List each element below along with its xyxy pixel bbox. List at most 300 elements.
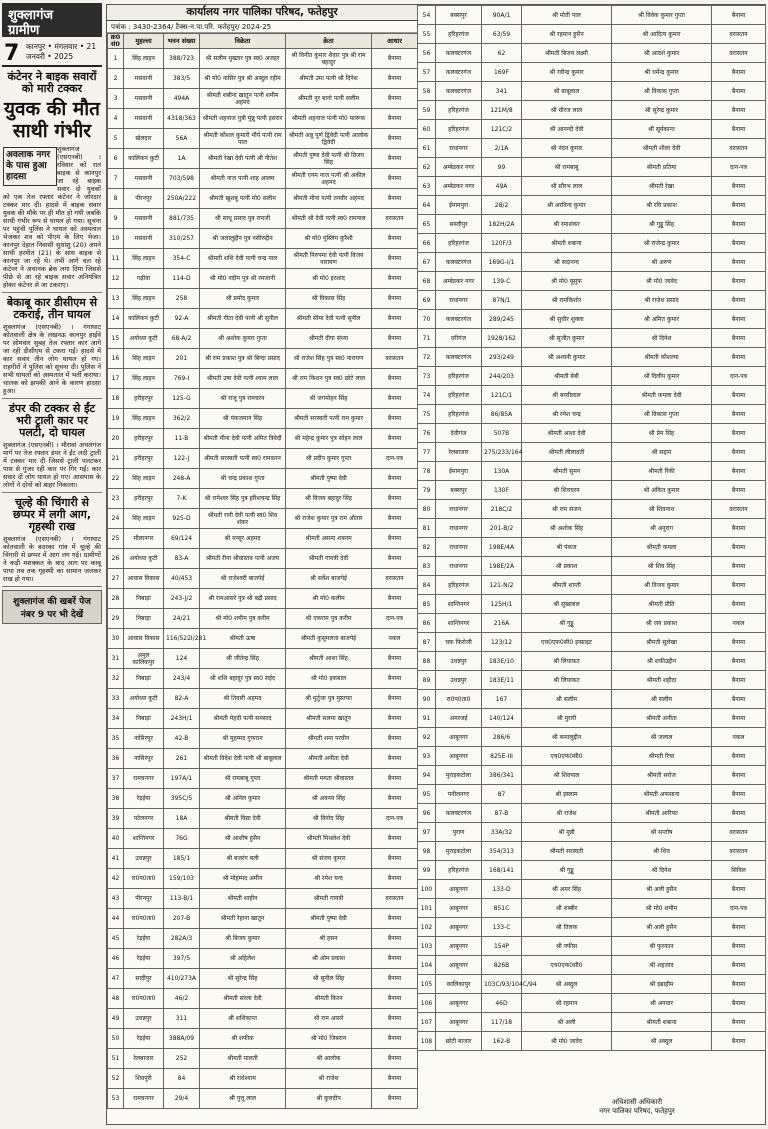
locality-cell: रामचनगर bbox=[124, 1089, 164, 1109]
basis-cell: दान-पत्र bbox=[372, 449, 418, 469]
table-row bbox=[418, 975, 766, 994]
house-number-cell: 201-B/2 bbox=[482, 519, 522, 538]
basis-cell: बैनामा bbox=[712, 975, 766, 994]
basis-cell: बैनामा bbox=[372, 409, 418, 429]
locality-cell: पीरनपुर bbox=[124, 189, 164, 209]
date-text bbox=[26, 42, 96, 62]
seller-cell: श्री राजेश bbox=[522, 804, 612, 823]
basis-cell: बैनामा bbox=[712, 690, 766, 709]
seller-cell: श्री सलीम bbox=[522, 690, 612, 709]
serial-cell: 61 bbox=[418, 139, 436, 158]
serial-cell: 37 bbox=[108, 769, 124, 789]
seller-cell: श्री अनिल कुमार bbox=[200, 789, 286, 809]
serial-cell: 54 bbox=[418, 6, 436, 25]
locality-cell: कलक्टरगंज bbox=[436, 253, 482, 272]
house-number-cell: 63/59 bbox=[482, 25, 522, 44]
basis-cell: बैनामा bbox=[712, 671, 766, 690]
serial-cell: 91 bbox=[418, 709, 436, 728]
seller-cell: श्री अहिलेश bbox=[200, 949, 286, 969]
basis-cell: बैनामा bbox=[372, 669, 418, 689]
seller-cell: श्री चन्द्र प्रकाश गुप्ता bbox=[200, 469, 286, 489]
table-row bbox=[418, 785, 766, 804]
serial-cell: 66 bbox=[418, 234, 436, 253]
house-number-cell: 354-C bbox=[164, 249, 200, 269]
table-row bbox=[108, 209, 418, 229]
locality-cell: अयोध्या कुटी bbox=[124, 689, 164, 709]
house-number-cell: 125H/1 bbox=[482, 595, 522, 614]
table-row bbox=[418, 861, 766, 880]
house-number-cell: 410/273A bbox=[164, 969, 200, 989]
seller-cell: श्री शिवचरन bbox=[522, 481, 612, 500]
buyer-cell: श्री राजेश सिंह पुत्र स्व0 नारायण bbox=[286, 349, 372, 369]
serial-cell: 17 bbox=[108, 369, 124, 389]
seller-cell: श्री रमाशंकर bbox=[522, 215, 612, 234]
seller-cell: श्री शफीक bbox=[200, 1029, 286, 1049]
house-number-cell: 311 bbox=[164, 1009, 200, 1029]
buyer-cell: श्रीमती नूर बानो पत्नी सलीम bbox=[286, 89, 372, 109]
locality-cell: मसवानी bbox=[124, 69, 164, 89]
table-row bbox=[108, 549, 418, 569]
basis-cell: वरासतन bbox=[712, 139, 766, 158]
buyer-cell: श्री राम आसरे bbox=[286, 1009, 372, 1029]
locality-cell: अम्बेडकर नगर bbox=[436, 272, 482, 291]
basis-cell: बैनामा bbox=[372, 109, 418, 129]
table-row bbox=[108, 609, 418, 629]
serial-cell: 96 bbox=[418, 804, 436, 823]
locality-cell: हरिहरगंज bbox=[436, 861, 482, 880]
locality-cell: गढ़ीवा bbox=[124, 269, 164, 289]
locality-cell: आवास विकास bbox=[124, 629, 164, 649]
basis-cell: वरासतन bbox=[372, 889, 418, 909]
house-number-cell: 386/341 bbox=[482, 766, 522, 785]
house-number-cell: 92-A bbox=[164, 309, 200, 329]
column-header: मुहल्ला bbox=[124, 34, 164, 49]
locality-cell: कालिकन कुटी bbox=[124, 149, 164, 169]
basis-cell: बैनामा bbox=[372, 789, 418, 809]
table-row bbox=[418, 842, 766, 861]
buyer-cell: श्रीमती कौशल्या bbox=[612, 348, 712, 367]
basis-cell: बैनामा bbox=[712, 310, 766, 329]
house-number-cell: 169F bbox=[482, 63, 522, 82]
serial-cell: 92 bbox=[418, 728, 436, 747]
seller-cell: श्री राधेश्याम bbox=[200, 1069, 286, 1089]
house-number-cell: 84 bbox=[164, 1069, 200, 1089]
house-number-cell: 114-D bbox=[164, 269, 200, 289]
house-number-cell: 140/124 bbox=[482, 709, 522, 728]
basis-cell: बैनामा bbox=[372, 49, 418, 69]
locality-cell: आबूनगर bbox=[436, 899, 482, 918]
basis-cell: बैनामा bbox=[712, 348, 766, 367]
seller-cell: श्री मो0 जावेद bbox=[522, 1032, 612, 1051]
locality-cell: सादीपुर bbox=[124, 969, 164, 989]
serial-cell: 53 bbox=[108, 1089, 124, 1109]
basis-cell: बैनामा bbox=[372, 189, 418, 209]
locality-cell: मसवानी bbox=[124, 89, 164, 109]
house-number-cell: 56A bbox=[164, 129, 200, 149]
buyer-cell: श्री राजेन्द्र कुमार bbox=[612, 234, 712, 253]
basis-cell: बैनामा bbox=[372, 1009, 418, 1029]
buyer-cell: श्री सुरेन्द्र कुमार bbox=[612, 101, 712, 120]
seller-cell: श्री मो0 नदीम पुत्र श्री रमजानी bbox=[200, 269, 286, 289]
house-number-cell: 250A/222 bbox=[164, 189, 200, 209]
table-row bbox=[108, 89, 418, 109]
seller-cell: श्री शशिकान्त bbox=[200, 1009, 286, 1029]
locality-cell: शान्तिनगर bbox=[436, 595, 482, 614]
serial-cell: 2 bbox=[108, 69, 124, 89]
table-row bbox=[418, 158, 766, 177]
house-number-cell: 201 bbox=[164, 349, 200, 369]
office-header: कार्यालय नगर पालिका परिषद, फतेहपुर bbox=[107, 5, 417, 21]
locality-cell: हरिहरगंज bbox=[436, 576, 482, 595]
locality-cell: रेड़ईया bbox=[124, 789, 164, 809]
locality-cell: मुराइकटोला bbox=[436, 842, 482, 861]
house-number-cell: 185/1 bbox=[164, 849, 200, 869]
seller-cell: श्रीमती कौशल कुमारी मौर्य पत्नी राम पाल bbox=[200, 129, 286, 149]
basis-cell: बैनामा bbox=[372, 829, 418, 849]
serial-cell: 100 bbox=[418, 880, 436, 899]
seller-cell: श्री मोती पाल bbox=[522, 6, 612, 25]
basis-cell: बैनामा bbox=[372, 849, 418, 869]
notice-table-right bbox=[417, 5, 766, 1051]
basis-cell: बैनामा bbox=[712, 120, 766, 139]
locality-cell: रेड़ईया bbox=[124, 929, 164, 949]
serial-cell: 35 bbox=[108, 729, 124, 749]
house-number-cell: 388/723 bbox=[164, 49, 200, 69]
buyer-cell: श्री विकास सिंह bbox=[286, 289, 372, 309]
house-number-cell: 46D bbox=[482, 994, 522, 1013]
seller-cell: श्रीमती आशा देवी bbox=[522, 424, 612, 443]
buyer-cell: श्री अब्दुल bbox=[612, 1032, 712, 1051]
serial-cell: 76 bbox=[418, 424, 436, 443]
table-row bbox=[418, 1032, 766, 1051]
serial-cell: 87 bbox=[418, 633, 436, 652]
seller-cell: श्रीमती शबाना bbox=[522, 234, 612, 253]
seller-cell: श्री जलालुद्दीन पुत्र नसीरुद्दीन bbox=[200, 229, 286, 249]
table-row bbox=[418, 481, 766, 500]
story-headline: चूल्हे की चिंगारी से छप्पर में लगी आग, गृहस्थी राख bbox=[12, 496, 92, 533]
buyer-cell: श्री जय प्रकाश bbox=[612, 614, 712, 633]
buyer-cell: श्रीमती आरिफा bbox=[612, 804, 712, 823]
buyer-cell: श्री विकास गुप्ता bbox=[612, 82, 712, 101]
story-1 bbox=[2, 67, 102, 293]
table-row bbox=[418, 234, 766, 253]
house-number-cell: 82-A bbox=[164, 689, 200, 709]
house-number-cell: 243-J/2 bbox=[164, 589, 200, 609]
buyer-cell: श्री शिवनाथ bbox=[612, 500, 712, 519]
buyer-cell: श्री प्रेम सिंह bbox=[612, 424, 712, 443]
serial-cell: 33 bbox=[108, 689, 124, 709]
locality-cell: मसवानी bbox=[124, 169, 164, 189]
buyer-cell: श्रीमती पुष्पा देवी bbox=[286, 469, 372, 489]
buyer-cell: श्रीमती अन्नू पूर्ण द्विवेदी पत्नी आलोक द्विवेदी bbox=[286, 129, 372, 149]
locality-cell: सिंह लाइन bbox=[124, 369, 164, 389]
table-row bbox=[418, 139, 766, 158]
house-number-cell: 925-D bbox=[164, 509, 200, 529]
house-number-cell: 167 bbox=[482, 690, 522, 709]
table-row bbox=[108, 889, 418, 909]
seller-cell: श्री नफीस bbox=[522, 937, 612, 956]
basis-cell: वरासतन bbox=[372, 209, 418, 229]
house-number-cell: 159/103 bbox=[164, 869, 200, 889]
serial-cell: 36 bbox=[108, 749, 124, 769]
buyer-cell: श्रीमती अफसाना bbox=[612, 785, 712, 804]
buyer-cell: श्रीमती प्रीति bbox=[612, 595, 712, 614]
table-row bbox=[418, 348, 766, 367]
buyer-cell: श्रीमती सीमा देवी पत्नी सुनील bbox=[286, 309, 372, 329]
signature-block bbox=[527, 1098, 747, 1116]
locality-cell: मसवानी bbox=[124, 109, 164, 129]
buyer-cell: श्रीमती शमा परवीन bbox=[286, 729, 372, 749]
basis-cell: बैनामा bbox=[712, 6, 766, 25]
seller-cell: श्रीमती ऊषा bbox=[200, 629, 286, 649]
seller-cell: श्री मो0 यूसुफ bbox=[522, 272, 612, 291]
buyer-cell: श्री शिव bbox=[612, 842, 712, 861]
seller-cell: श्री तिवारी अहमद bbox=[200, 689, 286, 709]
serial-cell: 84 bbox=[418, 576, 436, 595]
locality-cell: पीरनपुर bbox=[124, 889, 164, 909]
seller-cell: श्रीमती नाज पत्नी शाह आलम bbox=[200, 169, 286, 189]
seller-cell: श्री मुरारी bbox=[522, 709, 612, 728]
serial-cell: 89 bbox=[418, 671, 436, 690]
locality-cell: राधानगर bbox=[436, 538, 482, 557]
house-number-cell: 383/5 bbox=[164, 69, 200, 89]
buyer-cell: श्रीमती गायत्री देवी bbox=[286, 549, 372, 569]
house-number-cell: 1928/162 bbox=[482, 329, 522, 348]
seller-cell: श्री लियाकत bbox=[522, 671, 612, 690]
table-row bbox=[108, 249, 418, 269]
story-body: शुक्लागंज (एसएनबी) । रविवार को रात बाइक से कानपुर जा रहे बाइक सवार दो युवकों को एक तेज रफ्तार कंटेनर ने जोरदार टक्कर मार दी। हादसे में बाइक सवार युवक की मौके पर ही मौत हो गयी जबकि साथी गंभीर रूप से घायल हो गया। सूचना पर पहुंची पुलिस ने घायल को अस्पताल भेजकर शव को पीएम के लिए भेजा। कानपुर देहात निवासी सुधांशु (20) अपने साथी हरमीत (21) के साथ बाइक से कानपुर जा रहे थे। तभी आगे चल रहे कंटेनर ने अचानक ब्रेक लगा दिया जिससे पीछे से आ रहे बाइक सवार अनियंत्रित होकर कंटेनर से जा टकराए। bbox=[3, 145, 101, 289]
buyer-cell: श्री सलीम bbox=[612, 690, 712, 709]
house-number-cell: 275/233/164 bbox=[482, 443, 522, 462]
table-row bbox=[108, 369, 418, 389]
locality-cell: राधानगर bbox=[436, 500, 482, 519]
seller-cell: श्री रामकिशोर bbox=[522, 291, 612, 310]
buyer-cell: श्री आदर्श कुमार bbox=[612, 44, 712, 63]
house-number-cell: 388A/09 bbox=[164, 1029, 200, 1049]
basis-cell: बैनामा bbox=[712, 918, 766, 937]
seller-cell: श्री सदानन्द bbox=[522, 253, 612, 272]
seller-cell: श्री मो0 शमीम पुत्र करीम bbox=[200, 609, 286, 629]
seller-cell: श्री रहमान हुसैन bbox=[522, 25, 612, 44]
basis-cell: नकल bbox=[712, 614, 766, 633]
basis-cell: बैनामा bbox=[712, 82, 766, 101]
basis-cell: दान-पत्र bbox=[712, 158, 766, 177]
basis-cell: बैनामा bbox=[372, 389, 418, 409]
serial-cell: 74 bbox=[418, 386, 436, 405]
locality-cell: शान्तिनगर bbox=[124, 829, 164, 849]
table-row bbox=[418, 747, 766, 766]
locality-cell: मौलानगर bbox=[124, 529, 164, 549]
basis-cell: वरासतन bbox=[712, 842, 766, 861]
basis-cell: बैनामा bbox=[712, 386, 766, 405]
serial-cell: 75 bbox=[418, 405, 436, 424]
locality-cell: उधन्नपुर bbox=[436, 671, 482, 690]
locality-cell: कलक्टरगंज bbox=[436, 82, 482, 101]
table-row bbox=[108, 769, 418, 789]
buyer-cell: श्रीमती सरस्वती पत्नी राम कुमार bbox=[286, 409, 372, 429]
serial-cell: 38 bbox=[108, 789, 124, 809]
locality-cell: छोटी बाजार bbox=[436, 1032, 482, 1051]
column-header: विक्रेता bbox=[200, 34, 286, 49]
seller-cell: श्री सुजीत कुमार bbox=[522, 329, 612, 348]
buyer-cell: श्री हसन bbox=[286, 929, 372, 949]
locality-cell: रेलबाजार bbox=[124, 1049, 164, 1069]
table-row bbox=[418, 1013, 766, 1032]
buyer-cell: श्री आलोक bbox=[286, 1049, 372, 1069]
house-number-cell: 243H/1 bbox=[164, 709, 200, 729]
house-number-cell: 851C bbox=[482, 899, 522, 918]
serial-cell: 18 bbox=[108, 389, 124, 409]
locality-cell: रेड़ईया bbox=[124, 949, 164, 969]
table-row bbox=[418, 994, 766, 1013]
basis-cell: बैनामा bbox=[372, 329, 418, 349]
serial-cell: 20 bbox=[108, 429, 124, 449]
buyer-cell: श्री ओम प्रकाश bbox=[286, 949, 372, 969]
seller-cell: श्रीमती रानी देवी पत्नी स्व0 शिव शंकर bbox=[200, 509, 286, 529]
serial-cell: 14 bbox=[108, 309, 124, 329]
seller-cell: श्री शशि बहादुर पुत्र स्व0 सईद bbox=[200, 669, 286, 689]
table-row bbox=[108, 229, 418, 249]
locality-cell: बक्सपुर bbox=[436, 6, 482, 25]
table-row bbox=[418, 709, 766, 728]
house-number-cell: 49A bbox=[482, 177, 522, 196]
table-row bbox=[108, 349, 418, 369]
pull-quote: अवलाक नगर के पास हुआ हादसा bbox=[3, 147, 57, 186]
table-row bbox=[108, 729, 418, 749]
serial-cell: 104 bbox=[418, 956, 436, 975]
house-number-cell: 182H/2A bbox=[482, 215, 522, 234]
buyer-cell: श्री अरुण bbox=[612, 253, 712, 272]
serial-cell: 48 bbox=[108, 989, 124, 1009]
serial-cell: 108 bbox=[418, 1032, 436, 1051]
serial-cell: 60 bbox=[418, 120, 436, 139]
house-number-cell: 130A bbox=[482, 462, 522, 481]
table-row bbox=[108, 869, 418, 889]
story-body: शुक्लागंज (एसएनबी) । मौरावां अचलगंज मार्ग पर तेज रफ्तार डंपर ने ईंट लदी ट्राली में टक्कर मार दी जिससे ट्राली पलटकर पास से गुजर रही कार पर गिर गई। कार सवार दो लोग घायल हो गए। आसपास के लोगों ने दोनों को बाहर निकाला। bbox=[3, 441, 101, 489]
serial-cell: 1 bbox=[108, 49, 124, 69]
basis-cell: बैनामा bbox=[372, 749, 418, 769]
seller-cell: श्री राम प्रकाश पुत्र श्री बिन्दा प्रसाद bbox=[200, 349, 286, 369]
basis-cell: बैनामा bbox=[712, 937, 766, 956]
basis-cell: बैनामा bbox=[372, 229, 418, 249]
seller-cell: श्री बाबूलाल bbox=[522, 82, 612, 101]
buyer-cell: श्री मो0 मुस्लिम कुरैशी bbox=[286, 229, 372, 249]
table-row bbox=[108, 1029, 418, 1049]
basis-cell: बैनामा bbox=[712, 595, 766, 614]
seller-cell: श्री अश्वनी कुमार bbox=[522, 348, 612, 367]
house-number-cell: 4318/363 bbox=[164, 109, 200, 129]
locality-cell: सिंह लाइन bbox=[124, 289, 164, 309]
house-number-cell: 87 bbox=[482, 785, 522, 804]
serial-cell: 47 bbox=[108, 969, 124, 989]
table-row bbox=[108, 969, 418, 989]
basis-cell: बैनामा bbox=[372, 689, 418, 709]
signatory-title: अधिशासी अधिकारी bbox=[611, 1098, 663, 1106]
story-headline: बेकाबू कार डीसीएम से टकराई, तीन घायल bbox=[6, 296, 98, 321]
serial-cell: 30 bbox=[108, 629, 124, 649]
locality-cell: रेलबाजार bbox=[436, 443, 482, 462]
buyer-cell: श्री जगमोहन सिंह bbox=[286, 389, 372, 409]
seller-cell: श्री रामआसरे पुत्र श्री बद्री प्रसाद bbox=[200, 589, 286, 609]
basis-cell: दान-पत्र bbox=[712, 899, 766, 918]
seller-cell: श्री आशीष हुसैन bbox=[200, 829, 286, 849]
serial-cell: 106 bbox=[418, 994, 436, 1013]
seller-cell: श्रीमती शशि देवी पत्नी चन्द्र पाल bbox=[200, 249, 286, 269]
buyer-cell: श्री महेन्द्र कुमार पुत्र सोहन लाल bbox=[286, 429, 372, 449]
seller-cell: श्री साधू प्रसाद पुत्र रामजी bbox=[200, 209, 286, 229]
house-number-cell: 354/313 bbox=[482, 842, 522, 861]
seller-cell: श्री गुड्डू bbox=[522, 861, 612, 880]
buyer-cell: श्री अली हुसैन bbox=[612, 880, 712, 899]
locality-cell: निबाड़ा bbox=[124, 709, 164, 729]
serial-cell: 25 bbox=[108, 529, 124, 549]
buyer-cell: श्रीमती सरोज bbox=[612, 766, 712, 785]
table-row bbox=[418, 462, 766, 481]
buyer-cell: श्रीमती किरन bbox=[286, 989, 372, 1009]
house-number-cell: 362/2 bbox=[164, 409, 200, 429]
serial-cell: 101 bbox=[418, 899, 436, 918]
serial-cell: 41 bbox=[108, 849, 124, 869]
serial-cell: 67 bbox=[418, 253, 436, 272]
serial-cell: 49 bbox=[108, 1009, 124, 1029]
seller-cell: श्री बिजय कुमार bbox=[200, 929, 286, 949]
serial-cell: 63 bbox=[418, 177, 436, 196]
basis-cell: बैनामा bbox=[712, 253, 766, 272]
more-news-box: शुक्लागंज की खबरें पेज नंबर 9 पर भी देखें bbox=[2, 590, 102, 624]
house-number-cell: 33A/32 bbox=[482, 823, 522, 842]
seller-cell: श्री रामेश्वर सिंह पुत्र हरिशचन्द्र सिंह bbox=[200, 489, 286, 509]
house-number-cell: 124 bbox=[164, 649, 200, 669]
basis-cell: बैनामा bbox=[712, 519, 766, 538]
serial-cell: 46 bbox=[108, 949, 124, 969]
basis-cell: बैनामा bbox=[372, 949, 418, 969]
house-number-cell: 310/257 bbox=[164, 229, 200, 249]
buyer-cell: श्री मो0 इरशाद bbox=[286, 269, 372, 289]
seller-cell: श्री प्रमोद कुमार bbox=[200, 289, 286, 309]
house-number-cell: 261 bbox=[164, 749, 200, 769]
serial-cell: 70 bbox=[418, 310, 436, 329]
basis-cell: बैनामा bbox=[712, 272, 766, 291]
locality-cell: उधन्नपुर bbox=[124, 1009, 164, 1029]
serial-cell: 8 bbox=[108, 189, 124, 209]
serial-cell: 4 bbox=[108, 109, 124, 129]
serial-cell: 19 bbox=[108, 409, 124, 429]
buyer-cell: श्रीमती शीला देवी bbox=[612, 139, 712, 158]
house-number-cell: 40/453 bbox=[164, 569, 200, 589]
house-number-cell: 162-B bbox=[482, 1032, 522, 1051]
seller-cell: श्रीमती शहनाज पुत्री मुन्नू पत्नी इसरार bbox=[200, 109, 286, 129]
house-number-cell: 139-C bbox=[482, 272, 522, 291]
serial-cell: 80 bbox=[418, 500, 436, 519]
seller-cell: श्रीमती सरला देवी bbox=[200, 989, 286, 1009]
buyer-cell: श्रीमती शबाना bbox=[612, 1013, 712, 1032]
table-row bbox=[108, 289, 418, 309]
serial-cell: 69 bbox=[418, 291, 436, 310]
column-header: क्र0 सं0 bbox=[108, 34, 124, 49]
basis-cell: बैनामा bbox=[372, 1049, 418, 1069]
table-row bbox=[418, 424, 766, 443]
seller-cell: श्री लियाकत bbox=[522, 652, 612, 671]
seller-cell: श्री पुत्तू लाल bbox=[200, 1089, 286, 1109]
serial-cell: 27 bbox=[108, 569, 124, 589]
serial-cell: 83 bbox=[418, 557, 436, 576]
serial-cell: 98 bbox=[418, 842, 436, 861]
table-row bbox=[108, 269, 418, 289]
seller-cell: श्री सुखलाल bbox=[522, 595, 612, 614]
table-row bbox=[108, 129, 418, 149]
buyer-cell: श्री राजेश bbox=[286, 1069, 372, 1089]
buyer-cell: श्री विकास गुप्ता bbox=[612, 405, 712, 424]
